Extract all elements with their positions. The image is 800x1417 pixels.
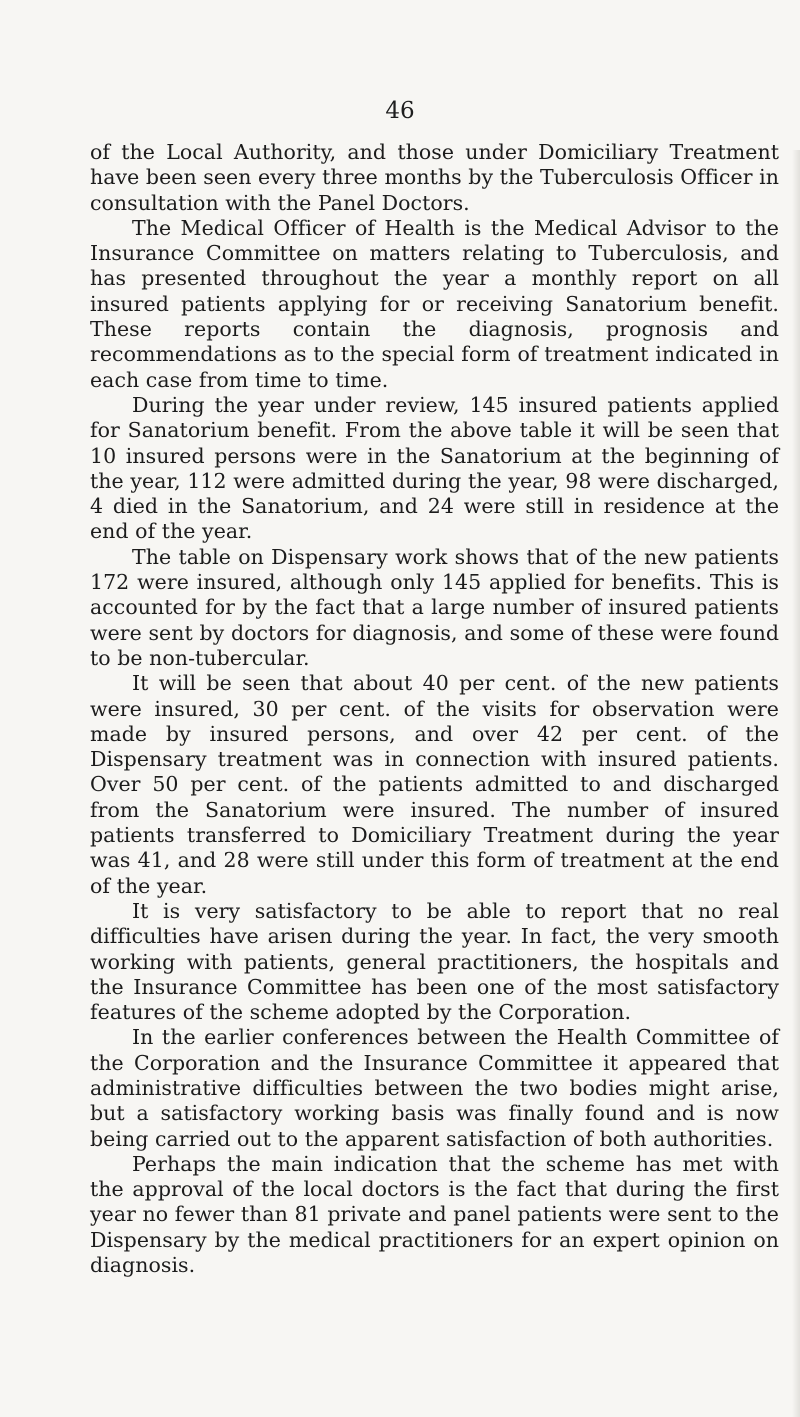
paragraph-continuation: of the Local Authority, and those under Domiciliary Treatment have been seen every three months by the Tuberculosis Officer in consultation with the Panel Doctors. xyxy=(90,140,779,215)
paragraph-dispensary-work: The table on Dispensary work shows that of the new patients 172 were insured, although only 145 applied for benefits. This is accounted for by the fact that a large number of insured patients were sent by doctors for diagnosis, and some of these were found to be non-tubercular. xyxy=(90,544,779,670)
paragraph-sanatorium-benefit: During the year under review, 145 insured patients applied for Sanatorium benefit. From the above table it will be seen that 10 insured persons were in the Sanatorium at the beginning of the year, 112 were admitted during the year, 98 were discharged, 4 died in the Sanatorium, and 24 were still in residence at the end of the year. xyxy=(90,392,779,544)
paragraph-percentages: It will be seen that about 40 per cent. of the new patients were insured, 30 per cent. of the visits for observation were made by insured persons, and over 42 per cent. of the Dispensary treatment was in connection with insured patients. Over 50 per cent. of the patients admitted to and discharged from the Sanatorium were insured. The number of insured patients transferred to Domiciliary Treatment during the year was 41, and 28 were still under this form of treatment at the end of the year. xyxy=(90,671,779,898)
page-number: 46 xyxy=(385,98,415,124)
paragraph-conferences: In the earlier conferences between the Health Committee of the Corporation and the Insurance Committee it appeared that administrative difficulties between the two bodies might arise, but a satisfactory working basis was finally found and is now being carried out to the apparent satisfaction of both authorities. xyxy=(90,1025,779,1151)
page-edge-shadow xyxy=(792,150,800,1417)
paragraph-satisfactory: It is very satisfactory to be able to report that no real difficulties have arisen during the year. In fact, the very smooth working with patients, general practitioners, the hospitals and the Insurance Committee has been one of the most satisfactory features of the scheme adopted by the Corporation. xyxy=(90,898,779,1025)
paragraph-approval: Perhaps the main indication that the scheme has met with the approval of the local doctors is the fact that during the first year no fewer than 81 private and panel patients were sent to the Dispensary by the medical practitioners for an expert opinion on diagnosis. xyxy=(90,1151,779,1278)
paragraph-medical-officer: The Medical Officer of Health is the Medical Advisor to the Insurance Committee on matters relating to Tuberculosis, and has presented throughout the year a monthly report on all insured patients applying for or receiving Sanatorium benefit. These reports contain the diagnosis, prognosis and recommendations as to the special form of treatment indicated in each case from time to time. xyxy=(90,215,779,392)
body-text xyxy=(90,140,779,1278)
